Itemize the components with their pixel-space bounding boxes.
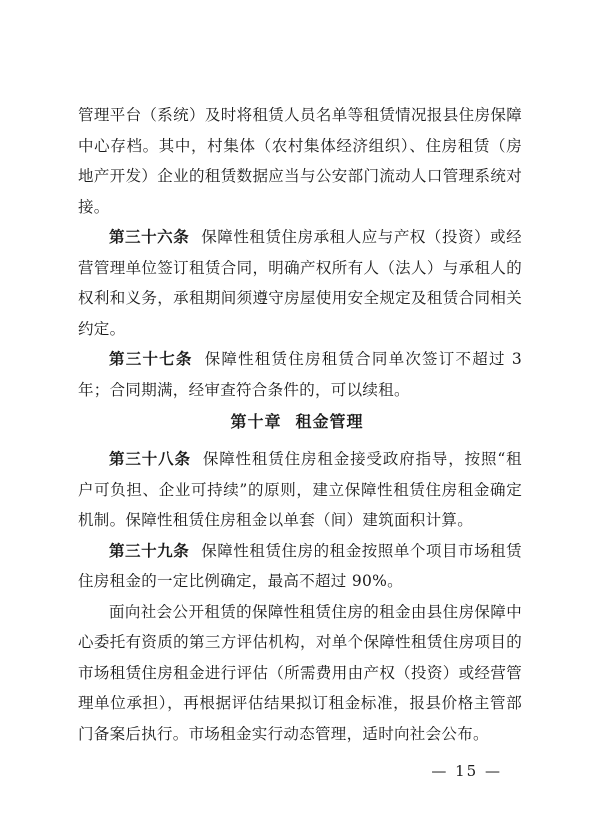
article-label: 第三十六条: [109, 228, 190, 246]
text-block-lower: [78, 444, 522, 749]
article-label: 第三十九条: [109, 541, 190, 560]
article-text: 保障性租赁住房租金接受政府指导，按照“租户可负担、企业可持续”的原则，建立保障性租赁住房租金确定机制。保障性租赁住房租金以单套（间）建筑面积计算。: [78, 450, 522, 529]
article-label: 第三十七条: [109, 350, 193, 368]
article-38: [78, 444, 522, 536]
chapter-heading: [0, 409, 594, 432]
page-number: — 15 —: [431, 762, 502, 780]
chapter-number: 第十章: [230, 412, 282, 431]
article-text: 保障性租赁住房承租人应与产权（投资）或经营管理单位签订租赁合同，明确产权所有人（法人）与承租人的权利和义务，承租期间须遵守房屋使用安全规定及租赁合同相关约定。: [78, 228, 522, 338]
paragraph-rent-assessment: [78, 597, 522, 750]
text-block-upper: [78, 100, 522, 405]
article-36: [78, 222, 522, 344]
article-37: [78, 344, 522, 405]
article-text: 保障性租赁住房租赁合同单次签订不超过 3 年；合同期满，经审查符合条件的，可以续租。: [78, 350, 522, 399]
paragraph-text: 管理平台（系统）及时将租赁人员名单等租赁情况报县住房保障中心存档。其中，村集体（农村集体经济组织）、住房租赁（房地产开发）企业的租赁数据应当与公安部门流动人口管理系统对接。: [78, 106, 522, 216]
article-label: 第三十八条: [109, 450, 191, 468]
chapter-title: 租金管理: [295, 412, 364, 431]
paragraph-text: 面向社会公开租赁的保障性租赁住房的租金由县住房保障中心委托有资质的第三方评估机构，对单个保障性租赁住房项目的市场租赁住房租金进行评估（所需费用由产权（投资）或经营管理单位承担），再根据评估结果拟订租金标准，报县价格主管部门备案后执行。市场租金实行动态管理，适时向社会公布。: [78, 602, 522, 743]
article-text: 保障性租赁住房的租金按照单个项目市场租赁住房租金的一定比例确定，最高不超过 90%。: [78, 541, 522, 590]
paragraph-continued: [78, 100, 522, 222]
article-39: [78, 536, 522, 597]
